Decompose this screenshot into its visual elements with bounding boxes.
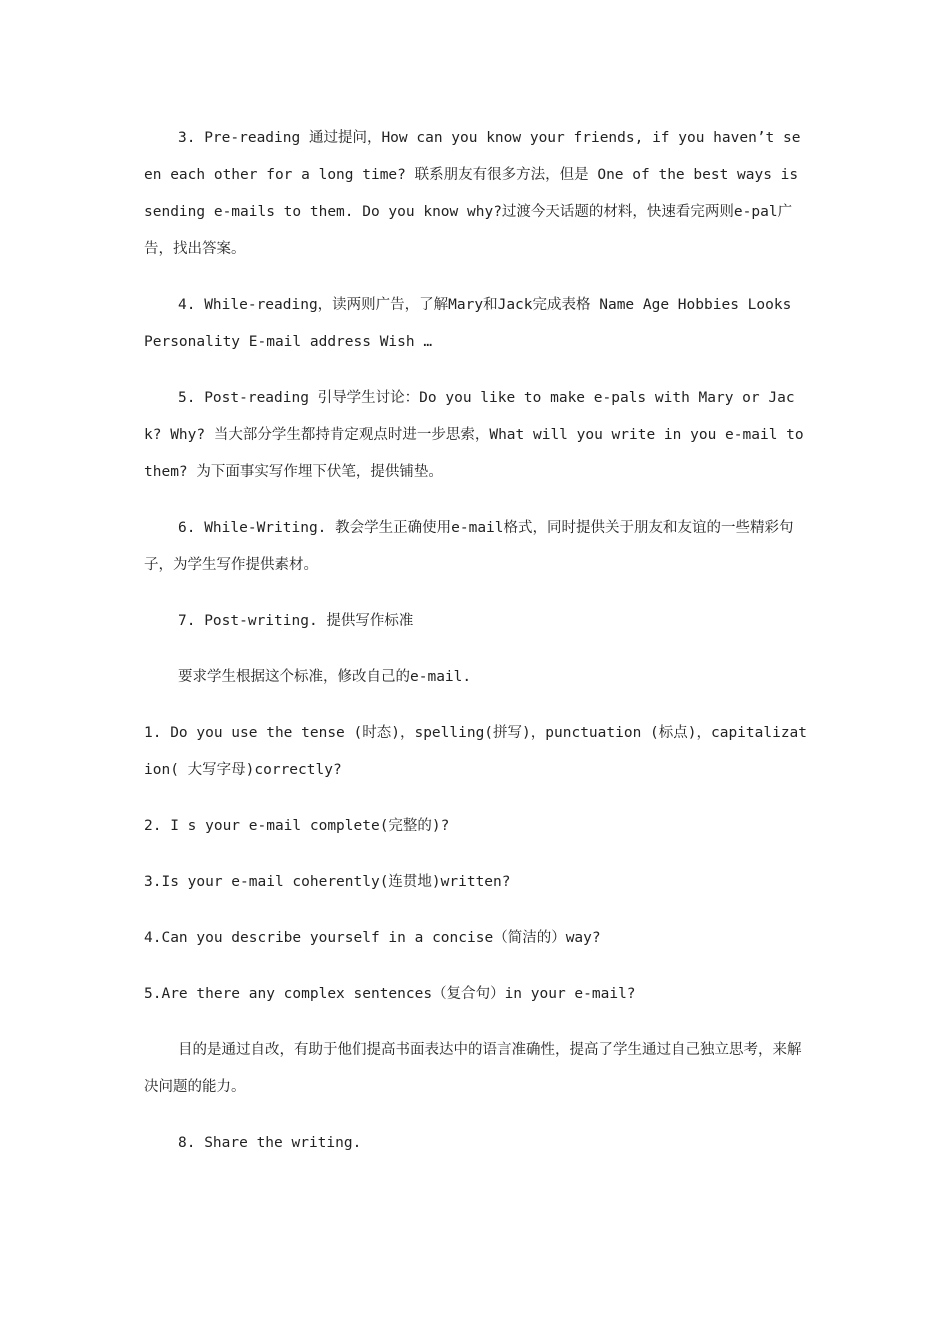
checklist-item-4: 4.Can you describe yourself in a concise（简洁的）way? bbox=[144, 930, 601, 946]
checklist-item-5: 5.Are there any complex sentences（复合句）in your e-mail? bbox=[144, 986, 636, 1002]
checklist-item-2: 2. I s your e-mail complete(完整的)? bbox=[144, 818, 450, 834]
paragraph-while-reading: 4. While-reading，读两则广告，了解Mary和Jack完成表格 Name Age Hobbies Looks Personality E-mail address Wish … bbox=[144, 297, 792, 350]
checklist-item-3: 3.Is your e-mail coherently(连贯地)written? bbox=[144, 874, 511, 890]
paragraph-post-reading: 5. Post-reading 引导学生讨论：Do you like to make e-pals with Mary or Jack? Why? 当大部分学生都持肯定观点时进一步思索，What will you write in you e-mail to them? 为下面事实写作埋下伏笔，提供铺垫。 bbox=[144, 390, 804, 480]
paragraph-revision-instruction: 要求学生根据这个标准，修改自己的e-mail. bbox=[178, 669, 472, 685]
checklist-item-1: 1. Do you use the tense (时态)，spelling(拼写)，punctuation (标点)，capitalization( 大写字母)correctly? bbox=[144, 725, 808, 778]
document-body bbox=[144, 120, 808, 1181]
paragraph-pre-reading: 3. Pre-reading 通过提问，How can you know your friends, if you haven’t seen each other for a long time? 联系朋友有很多方法，但是 One of the best ways is sending e-mails to them. Do you know why?过渡今天话题的材料，快速看完两则e-pal广告，找出答案。 bbox=[144, 130, 801, 257]
paragraph-share-writing: 8. Share the writing. bbox=[178, 1135, 362, 1151]
paragraph-while-writing: 6. While-Writing. 教会学生正确使用e-mail格式，同时提供关于朋友和友谊的一些精彩句子，为学生写作提供素材。 bbox=[144, 520, 794, 573]
paragraph-post-writing: 7. Post-writing. 提供写作标准 bbox=[178, 613, 414, 629]
paragraph-purpose: 目的是通过自改，有助于他们提高书面表达中的语言准确性，提高了学生通过自己独立思考，来解决问题的能力。 bbox=[144, 1042, 802, 1095]
